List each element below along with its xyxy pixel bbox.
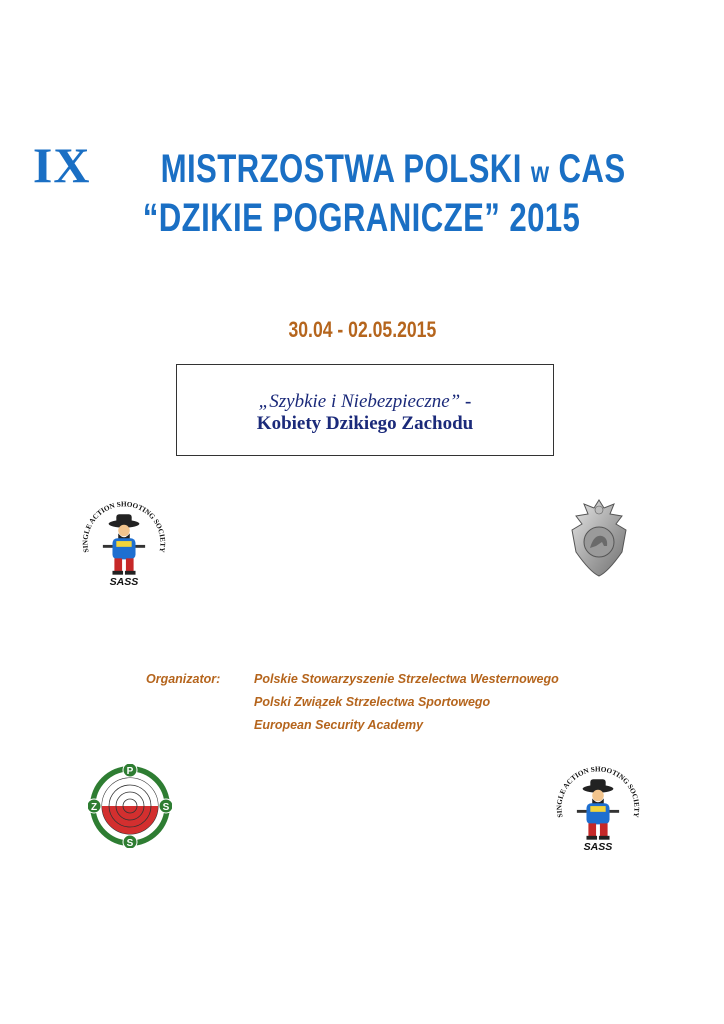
svg-text:P: P [126, 766, 134, 777]
organizer-item: Polski Związek Strzelectwa Sportowego [254, 695, 491, 709]
title-line-1 [0, 136, 724, 194]
pzss-logo-icon [88, 764, 172, 848]
title-line-2 [0, 196, 724, 241]
svg-text:SINGLE ACTION SHOOTING SOCIETY: SINGLE ACTION SHOOTING SOCIETY [81, 500, 167, 554]
event-dates: 30.04 - 02.05.2015 [288, 317, 436, 342]
title-main-text: MISTRZOSTWA POLSKI w CAS [160, 147, 626, 191]
organizer-item: Polskie Stowarzyszenie Strzelectwa Westernowego [254, 672, 559, 686]
title-roman-numeral: IX [32, 137, 91, 193]
svg-text:S: S [126, 838, 134, 848]
organizer-label: Organizator: [146, 672, 221, 686]
svg-text:S: S [162, 802, 170, 813]
svg-text:SASS: SASS [583, 841, 613, 854]
sass-logo-icon [550, 760, 646, 856]
svg-text:SASS: SASS [109, 576, 139, 589]
title-event-name: “DZIKIE POGRANICZE” 2015 [143, 196, 581, 240]
svg-text:SINGLE ACTION SHOOTING SOCIETY: SINGLE ACTION SHOOTING SOCIETY [555, 765, 641, 819]
svg-text:Z: Z [90, 802, 98, 813]
sheriff-badge-icon [562, 496, 636, 580]
organizer-item: European Security Academy [254, 718, 424, 732]
subtitle-line-1: „Szybkie i Niebezpieczne” - [258, 391, 472, 412]
subtitle-box [176, 364, 554, 456]
sass-logo-icon [76, 495, 172, 591]
subtitle-line-2: Kobiety Dzikiego Zachodu [256, 413, 474, 434]
